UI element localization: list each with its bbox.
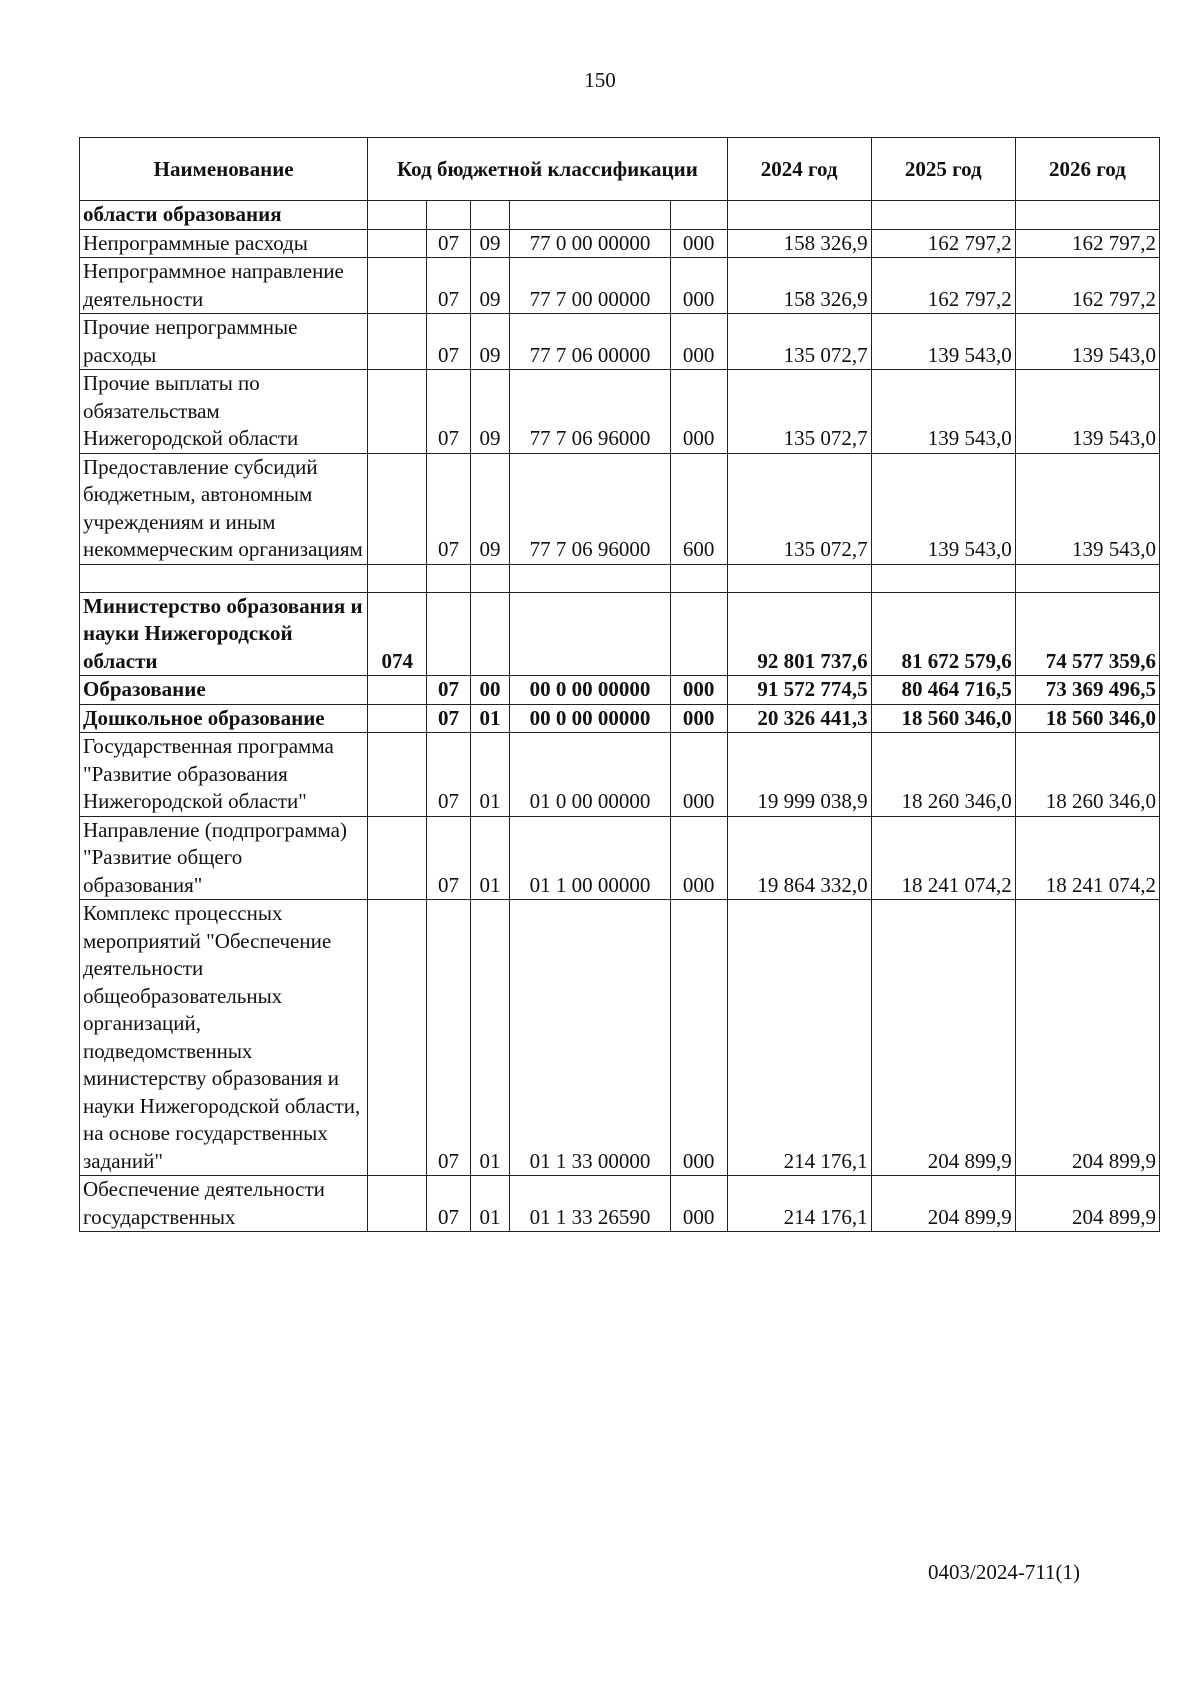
row-section-code: 07 (427, 229, 471, 258)
row-expense-type-code: 000 (670, 816, 727, 900)
page-number: 150 (584, 68, 616, 92)
row-value-2025: 81 672 579,6 (871, 592, 1015, 676)
row-name: Образование (80, 676, 368, 705)
row-expense-type-code (670, 592, 727, 676)
row-value-2026: 139 543,0 (1015, 453, 1159, 564)
table-row (80, 258, 1160, 314)
row-section-code: 07 (427, 816, 471, 900)
row-subsection-code: 09 (470, 370, 509, 454)
row-expense-type-code: 600 (670, 453, 727, 564)
spacer-cell (368, 564, 427, 592)
row-expense-type-code (670, 201, 727, 230)
row-value-2026: 139 543,0 (1015, 314, 1159, 370)
row-value-2026: 18 560 346,0 (1015, 704, 1159, 733)
table-row (80, 1176, 1160, 1232)
row-target-code: 77 7 06 96000 (510, 453, 671, 564)
row-ved-code (368, 704, 427, 733)
row-name: Непрограммные расходы (80, 229, 368, 258)
row-value-2024: 214 176,1 (727, 900, 871, 1176)
row-subsection-code: 09 (470, 258, 509, 314)
row-value-2026: 73 369 496,5 (1015, 676, 1159, 705)
row-target-code: 01 1 33 00000 (510, 900, 671, 1176)
row-value-2024: 92 801 737,6 (727, 592, 871, 676)
row-expense-type-code: 000 (670, 704, 727, 733)
row-section-code: 07 (427, 704, 471, 733)
row-value-2024: 19 999 038,9 (727, 733, 871, 817)
row-expense-type-code: 000 (670, 900, 727, 1176)
row-ved-code (368, 453, 427, 564)
table-row (80, 229, 1160, 258)
row-section-code: 07 (427, 314, 471, 370)
row-value-2025: 18 560 346,0 (871, 704, 1015, 733)
row-target-code (510, 201, 671, 230)
row-name: Дошкольное образование (80, 704, 368, 733)
row-section-code (427, 201, 471, 230)
row-value-2024: 91 572 774,5 (727, 676, 871, 705)
table-row (80, 733, 1160, 817)
row-subsection-code: 09 (470, 453, 509, 564)
row-section-code: 07 (427, 453, 471, 564)
row-name: Прочие выплаты по обязательствам Нижегородской области (80, 370, 368, 454)
spacer-cell (871, 564, 1015, 592)
spacer-cell (1015, 564, 1159, 592)
header-2025: 2025 год (871, 138, 1015, 201)
row-name: Непрограммное направление деятельности (80, 258, 368, 314)
spacer-cell (670, 564, 727, 592)
row-subsection-code (470, 592, 509, 676)
row-expense-type-code: 000 (670, 229, 727, 258)
row-ved-code (368, 314, 427, 370)
row-value-2024: 20 326 441,3 (727, 704, 871, 733)
row-value-2024: 135 072,7 (727, 314, 871, 370)
row-name: Комплекс процессных мероприятий "Обеспечение деятельности общеобразовательных организаций, подведомственных министерству образования и науки Нижегородской области, на основе государственных заданий" (80, 900, 368, 1176)
document-number: 0403/2024-711(1) (928, 1560, 1081, 1584)
spacer-row (80, 564, 1160, 592)
row-value-2024: 19 864 332,0 (727, 816, 871, 900)
row-name: Министерство образования и науки Нижегородской области (80, 592, 368, 676)
budget-table (79, 137, 1160, 1232)
row-expense-type-code: 000 (670, 370, 727, 454)
row-value-2026: 18 260 346,0 (1015, 733, 1159, 817)
row-value-2025: 139 543,0 (871, 370, 1015, 454)
row-value-2024 (727, 201, 871, 230)
row-expense-type-code: 000 (670, 258, 727, 314)
row-target-code: 77 7 00 00000 (510, 258, 671, 314)
row-value-2026: 74 577 359,6 (1015, 592, 1159, 676)
row-ved-code (368, 733, 427, 817)
row-value-2024: 158 326,9 (727, 229, 871, 258)
row-name: Обеспечение деятельности государственных (80, 1176, 368, 1232)
row-ved-code (368, 258, 427, 314)
row-value-2024: 158 326,9 (727, 258, 871, 314)
table-row (80, 704, 1160, 733)
spacer-cell (427, 564, 471, 592)
row-expense-type-code: 000 (670, 676, 727, 705)
table-row (80, 201, 1160, 230)
row-section-code: 07 (427, 676, 471, 705)
row-ved-code (368, 370, 427, 454)
row-value-2025: 162 797,2 (871, 258, 1015, 314)
row-section-code: 07 (427, 258, 471, 314)
row-value-2026: 139 543,0 (1015, 370, 1159, 454)
row-section-code: 07 (427, 370, 471, 454)
row-value-2024: 135 072,7 (727, 370, 871, 454)
row-value-2025: 18 241 074,2 (871, 816, 1015, 900)
row-section-code: 07 (427, 900, 471, 1176)
table-header-row (80, 138, 1160, 201)
spacer-cell (470, 564, 509, 592)
row-subsection-code: 00 (470, 676, 509, 705)
row-value-2024: 214 176,1 (727, 1176, 871, 1232)
row-name: Прочие непрограммные расходы (80, 314, 368, 370)
row-target-code (510, 592, 671, 676)
row-ved-code (368, 201, 427, 230)
header-2024: 2024 год (727, 138, 871, 201)
row-target-code: 77 7 06 00000 (510, 314, 671, 370)
row-value-2026: 204 899,9 (1015, 1176, 1159, 1232)
row-value-2026: 162 797,2 (1015, 229, 1159, 258)
row-target-code: 01 0 00 00000 (510, 733, 671, 817)
row-value-2025: 204 899,9 (871, 900, 1015, 1176)
header-name: Наименование (80, 138, 368, 201)
header-code: Код бюджетной классификации (368, 138, 727, 201)
row-expense-type-code: 000 (670, 314, 727, 370)
row-subsection-code: 01 (470, 816, 509, 900)
row-target-code: 01 1 00 00000 (510, 816, 671, 900)
table-row (80, 676, 1160, 705)
row-target-code: 01 1 33 26590 (510, 1176, 671, 1232)
row-name: Направление (подпрограмма) "Развитие общего образования" (80, 816, 368, 900)
table-row (80, 453, 1160, 564)
row-name: Государственная программа "Развитие образования Нижегородской области" (80, 733, 368, 817)
row-value-2025: 139 543,0 (871, 453, 1015, 564)
row-subsection-code: 01 (470, 733, 509, 817)
row-subsection-code: 09 (470, 314, 509, 370)
row-value-2026: 162 797,2 (1015, 258, 1159, 314)
row-value-2025: 204 899,9 (871, 1176, 1015, 1232)
row-value-2025: 18 260 346,0 (871, 733, 1015, 817)
row-expense-type-code: 000 (670, 1176, 727, 1232)
row-ved-code (368, 816, 427, 900)
row-subsection-code: 01 (470, 900, 509, 1176)
table-row (80, 816, 1160, 900)
row-value-2024: 135 072,7 (727, 453, 871, 564)
row-section-code: 07 (427, 733, 471, 817)
row-ved-code (368, 1176, 427, 1232)
row-value-2025 (871, 201, 1015, 230)
row-target-code: 77 0 00 00000 (510, 229, 671, 258)
row-section-code (427, 592, 471, 676)
row-expense-type-code: 000 (670, 733, 727, 817)
row-value-2026 (1015, 201, 1159, 230)
row-ved-code (368, 900, 427, 1176)
row-value-2026: 204 899,9 (1015, 900, 1159, 1176)
table-row (80, 900, 1160, 1176)
row-target-code: 00 0 00 00000 (510, 704, 671, 733)
row-subsection-code: 01 (470, 704, 509, 733)
row-target-code: 00 0 00 00000 (510, 676, 671, 705)
table-row (80, 592, 1160, 676)
row-ved-code (368, 676, 427, 705)
row-subsection-code: 01 (470, 1176, 509, 1232)
row-section-code: 07 (427, 1176, 471, 1232)
row-name: области образования (80, 201, 368, 230)
row-ved-code (368, 229, 427, 258)
row-name: Предоставление субсидий бюджетным, автономным учреждениям и иным некоммерческим организациям (80, 453, 368, 564)
spacer-cell (727, 564, 871, 592)
spacer-cell (80, 564, 368, 592)
row-value-2026: 18 241 074,2 (1015, 816, 1159, 900)
row-value-2025: 139 543,0 (871, 314, 1015, 370)
row-target-code: 77 7 06 96000 (510, 370, 671, 454)
row-value-2025: 80 464 716,5 (871, 676, 1015, 705)
table-row (80, 370, 1160, 454)
row-subsection-code (470, 201, 509, 230)
row-value-2025: 162 797,2 (871, 229, 1015, 258)
table-row (80, 314, 1160, 370)
spacer-cell (510, 564, 671, 592)
header-2026: 2026 год (1015, 138, 1159, 201)
row-subsection-code: 09 (470, 229, 509, 258)
row-ved-code: 074 (368, 592, 427, 676)
